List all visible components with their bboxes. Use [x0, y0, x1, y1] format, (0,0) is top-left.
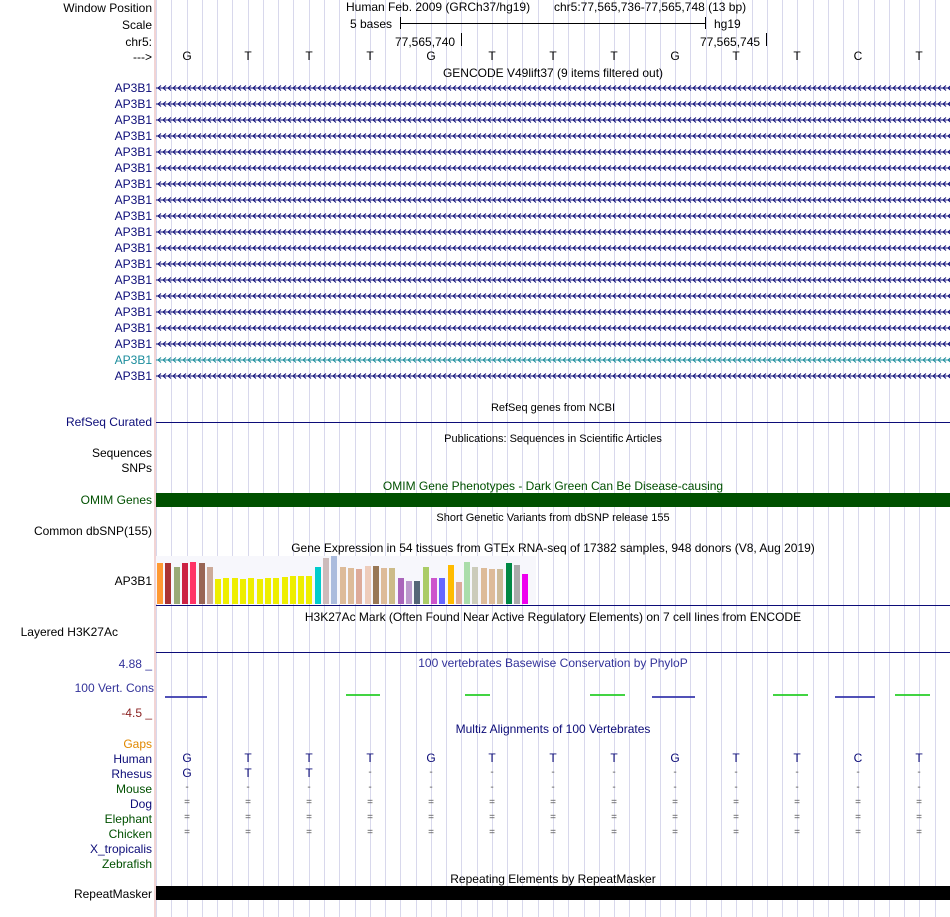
refseq-label[interactable]: RefSeq Curated	[65, 415, 152, 429]
alignment-base: =	[367, 827, 373, 838]
gtex-bar[interactable]	[506, 563, 512, 604]
multiz-gaps-label[interactable]: Gaps	[123, 737, 152, 751]
sequence-base: T	[610, 49, 618, 63]
gtex-bar[interactable]	[389, 568, 395, 604]
gtex-bar[interactable]	[348, 568, 354, 604]
gencode-gene-label[interactable]: AP3B1	[114, 321, 152, 335]
gencode-transcript-line[interactable]	[156, 308, 950, 316]
gencode-gene-label[interactable]: AP3B1	[114, 353, 152, 367]
gencode-gene-label[interactable]: AP3B1	[114, 209, 152, 223]
gencode-gene-label[interactable]: AP3B1	[114, 257, 152, 271]
alignment-base: -	[917, 782, 921, 793]
gtex-bar[interactable]	[165, 563, 171, 604]
gtex-bar[interactable]	[398, 578, 404, 604]
alignment-base: =	[245, 797, 251, 808]
alignment-base: T	[549, 751, 557, 765]
alignment-base: -	[185, 782, 189, 793]
phylop-score-mark[interactable]	[346, 694, 380, 696]
refseq-gene-line[interactable]	[156, 422, 950, 423]
gencode-gene-label[interactable]: AP3B1	[114, 273, 152, 287]
gtex-bar[interactable]	[423, 567, 429, 604]
transcript-strand-arrows	[156, 310, 950, 315]
gencode-gene-label[interactable]: AP3B1	[114, 193, 152, 207]
alignment-base: =	[733, 827, 739, 838]
gencode-gene-label[interactable]: AP3B1	[114, 81, 152, 95]
multiz-species-label[interactable]: Human	[113, 752, 152, 766]
alignment-base: T	[305, 751, 313, 765]
alignment-base: -	[612, 767, 616, 778]
h3k27ac-baseline	[156, 652, 950, 653]
transcript-strand-arrows	[156, 214, 950, 219]
transcript-strand-arrows	[156, 150, 950, 155]
scale-bar-right-tick	[705, 17, 706, 29]
alignment-base: =	[245, 812, 251, 823]
sequence-base: T	[732, 49, 740, 63]
phylop-label[interactable]: 100 Vert. Cons	[74, 681, 154, 695]
gtex-bar[interactable]	[157, 563, 163, 604]
gtex-track-title[interactable]: Gene Expression in 54 tissues from GTEx RNA-seq of 17382 samples, 948 donors (V8, Aug 2019)	[291, 541, 815, 555]
gtex-bar[interactable]	[265, 578, 271, 604]
alignment-base: -	[734, 767, 738, 778]
alignment-base: T	[244, 766, 252, 780]
scale-bar-left-tick	[400, 17, 401, 29]
gencode-transcript-line[interactable]	[156, 356, 950, 364]
alignment-base: =	[916, 812, 922, 823]
gtex-label[interactable]: AP3B1	[114, 574, 152, 588]
position-readout: chr5:77,565,736-77,565,748 (13 bp)	[554, 0, 747, 14]
phylop-track-title[interactable]: 100 vertebrates Basewise Conservation by PhyloP	[418, 656, 688, 670]
alignment-base: G	[182, 751, 192, 765]
transcript-strand-arrows	[156, 358, 950, 363]
gencode-transcript-line[interactable]	[156, 100, 950, 108]
alignment-base: =	[245, 827, 251, 838]
alignment-base: C	[853, 751, 863, 765]
gtex-bar[interactable]	[207, 567, 213, 604]
alignment-base: =	[306, 797, 312, 808]
scale-bar	[400, 23, 706, 24]
transcript-strand-arrows	[156, 342, 950, 347]
alignment-base: -	[246, 782, 250, 793]
alignment-base: =	[855, 797, 861, 808]
h3k27ac-label[interactable]: Layered H3K27Ac	[20, 625, 118, 639]
alignment-base: =	[672, 812, 678, 823]
gtex-plot-area	[156, 556, 536, 604]
multiz-species-label[interactable]: Chicken	[108, 827, 152, 841]
multiz-species-label[interactable]: X_tropicalis	[89, 842, 152, 856]
omim-label[interactable]: OMIM Genes	[80, 493, 152, 507]
gencode-transcript-line[interactable]	[156, 340, 950, 348]
multiz-species-label[interactable]: Dog	[129, 797, 152, 811]
gtex-bar[interactable]	[190, 562, 196, 604]
gencode-gene-label[interactable]: AP3B1	[114, 161, 152, 175]
h3k27ac-track-title[interactable]: H3K27Ac Mark (Often Found Near Active Regulatory Elements) on 7 cell lines from ENCODE	[304, 610, 802, 624]
gencode-gene-label[interactable]: AP3B1	[114, 145, 152, 159]
omim-feature-bar[interactable]	[156, 493, 950, 507]
transcript-strand-arrows	[156, 374, 950, 379]
alignment-base: =	[611, 797, 617, 808]
gtex-bar[interactable]	[340, 567, 346, 604]
sequence-base: T	[305, 49, 313, 63]
alignment-base: -	[307, 782, 311, 793]
gencode-transcript-line[interactable]	[156, 212, 950, 220]
alignment-base: T	[732, 751, 740, 765]
dbsnp-label[interactable]: Common dbSNP(155)	[33, 524, 152, 538]
gencode-gene-label[interactable]: AP3B1	[114, 225, 152, 239]
alignment-base: =	[367, 812, 373, 823]
gencode-transcript-line[interactable]	[156, 132, 950, 140]
alignment-base: =	[367, 797, 373, 808]
gtex-bar[interactable]	[431, 578, 437, 604]
alignment-base: =	[306, 812, 312, 823]
alignment-base: =	[733, 797, 739, 808]
phylop-score-mark[interactable]	[835, 696, 875, 698]
alignment-base: =	[794, 812, 800, 823]
sequence-base: T	[244, 49, 252, 63]
alignment-base: G	[426, 751, 436, 765]
alignment-base: -	[856, 767, 860, 778]
gtex-bar[interactable]	[365, 566, 371, 604]
gtex-bar[interactable]	[439, 578, 445, 604]
phylop-score-mark[interactable]	[465, 694, 490, 696]
gencode-gene-label[interactable]: AP3B1	[114, 129, 152, 143]
gtex-bar[interactable]	[232, 578, 238, 604]
phylop-max-label: 4.88 _	[118, 657, 152, 671]
gencode-track-title[interactable]: GENCODE V49lift37 (9 items filtered out)	[442, 66, 664, 80]
gtex-bar[interactable]	[522, 574, 528, 604]
gtex-bar[interactable]	[464, 562, 470, 604]
publications-label-snps[interactable]: SNPs	[121, 461, 152, 475]
publications-track-title[interactable]: Publications: Sequences in Scientific Articles	[444, 433, 662, 445]
gtex-bar[interactable]	[273, 578, 279, 604]
alignment-base: T	[915, 751, 923, 765]
phylop-score-mark[interactable]	[773, 694, 808, 696]
alignment-base: T	[793, 751, 801, 765]
transcript-strand-arrows	[156, 246, 950, 251]
multiz-species-label[interactable]: Mouse	[115, 782, 152, 796]
gtex-bar[interactable]	[298, 576, 304, 604]
alignment-base: =	[672, 827, 678, 838]
repeatmasker-feature-bar[interactable]	[156, 886, 950, 900]
alignment-base: -	[673, 782, 677, 793]
gencode-gene-label[interactable]: AP3B1	[114, 369, 152, 383]
gtex-bar[interactable]	[282, 577, 288, 604]
alignment-base: -	[429, 782, 433, 793]
gencode-transcript-line[interactable]	[156, 276, 950, 284]
refseq-track-title[interactable]: RefSeq genes from NCBI	[490, 402, 616, 414]
scale-label: Scale	[121, 18, 152, 32]
alignment-base: T	[366, 751, 374, 765]
alignment-base: -	[490, 782, 494, 793]
gtex-bar[interactable]	[315, 567, 321, 604]
alignment-base: =	[489, 827, 495, 838]
gtex-bar[interactable]	[514, 565, 520, 604]
alignment-base: T	[610, 751, 618, 765]
alignment-base: -	[917, 767, 921, 778]
sequence-base: G	[670, 49, 680, 63]
gencode-gene-label[interactable]: AP3B1	[114, 337, 152, 351]
alignment-base: =	[306, 827, 312, 838]
sequence-base: G	[182, 49, 192, 63]
gtex-bar[interactable]	[290, 576, 296, 604]
alignment-base: =	[611, 827, 617, 838]
multiz-species-label[interactable]: Zebrafish	[101, 857, 152, 871]
gtex-bar[interactable]	[481, 568, 487, 604]
transcript-strand-arrows	[156, 86, 950, 91]
transcript-strand-arrows	[156, 118, 950, 123]
sequence-base: T	[793, 49, 801, 63]
gtex-bar[interactable]	[199, 563, 205, 604]
gencode-transcript-line[interactable]	[156, 372, 950, 380]
alignment-base: =	[550, 812, 556, 823]
db-label: hg19	[714, 17, 741, 31]
gtex-bar[interactable]	[448, 565, 454, 604]
sequence-base: T	[915, 49, 923, 63]
alignment-base: =	[489, 797, 495, 808]
gtex-baseline	[156, 605, 950, 606]
alignment-base: =	[855, 827, 861, 838]
alignment-base: =	[733, 812, 739, 823]
alignment-base: -	[795, 782, 799, 793]
gtex-bar[interactable]	[174, 567, 180, 604]
alignment-base: =	[489, 812, 495, 823]
gtex-bar[interactable]	[497, 569, 503, 604]
alignment-base: -	[795, 767, 799, 778]
transcript-strand-arrows	[156, 294, 950, 299]
sequence-base: T	[366, 49, 374, 63]
coord-left-tick	[461, 33, 462, 46]
repeatmasker-label[interactable]: RepeatMasker	[73, 887, 152, 901]
transcript-strand-arrows	[156, 326, 950, 331]
gencode-transcript-line[interactable]	[156, 148, 950, 156]
assembly-name: Human Feb. 2009 (GRCh37/hg19)	[346, 0, 531, 14]
gencode-gene-label[interactable]: AP3B1	[114, 97, 152, 111]
sequence-base: T	[549, 49, 557, 63]
gencode-transcript-line[interactable]	[156, 196, 950, 204]
alignment-base: =	[855, 812, 861, 823]
gtex-bar[interactable]	[182, 563, 188, 604]
alignment-base: =	[428, 812, 434, 823]
gtex-bar[interactable]	[223, 578, 229, 604]
transcript-strand-arrows	[156, 230, 950, 235]
alignment-base: =	[550, 797, 556, 808]
alignment-base: =	[794, 827, 800, 838]
alignment-base: T	[244, 751, 252, 765]
chrom-label: chr5:	[125, 35, 152, 49]
gtex-bar[interactable]	[456, 582, 462, 604]
gtex-bar[interactable]	[489, 569, 495, 604]
gtex-bar[interactable]	[257, 579, 263, 604]
gencode-gene-label[interactable]: AP3B1	[114, 289, 152, 303]
coord-left: 77,565,740	[395, 35, 456, 49]
gtex-bar[interactable]	[323, 558, 329, 604]
alignment-base: G	[182, 766, 192, 780]
gencode-gene-label[interactable]: AP3B1	[114, 241, 152, 255]
alignment-base: -	[673, 767, 677, 778]
gencode-transcript-line[interactable]	[156, 244, 950, 252]
alignment-base: =	[672, 797, 678, 808]
transcript-strand-arrows	[156, 278, 950, 283]
gencode-transcript-line[interactable]	[156, 228, 950, 236]
transcript-strand-arrows	[156, 262, 950, 267]
gtex-bar[interactable]	[356, 569, 362, 604]
multiz-species-label[interactable]: Rhesus	[111, 767, 152, 781]
alignment-base: -	[856, 782, 860, 793]
alignment-base: =	[428, 797, 434, 808]
sequence-base: C	[853, 49, 863, 63]
phylop-min-label: -4.5 _	[121, 706, 152, 720]
gencode-transcript-line[interactable]	[156, 292, 950, 300]
multiz-species-label[interactable]: Elephant	[104, 812, 152, 826]
alignment-base: -	[734, 782, 738, 793]
phylop-score-mark[interactable]	[895, 694, 930, 696]
alignment-base: T	[488, 751, 496, 765]
gencode-transcript-line[interactable]	[156, 116, 950, 124]
gencode-transcript-line[interactable]	[156, 180, 950, 188]
strand-label: --->	[133, 50, 152, 64]
gencode-gene-label[interactable]: AP3B1	[114, 305, 152, 319]
gtex-bar[interactable]	[414, 581, 420, 604]
transcript-strand-arrows	[156, 166, 950, 171]
gtex-bar[interactable]	[472, 567, 478, 604]
phylop-score-mark[interactable]	[652, 696, 695, 698]
alignment-base: =	[550, 827, 556, 838]
phylop-score-mark[interactable]	[165, 696, 207, 698]
alignment-base: =	[184, 827, 190, 838]
alignment-base: G	[670, 751, 680, 765]
repeatmasker-track-title[interactable]: Repeating Elements by RepeatMasker	[450, 872, 656, 886]
gencode-transcript-line[interactable]	[156, 324, 950, 332]
gencode-transcript-line[interactable]	[156, 84, 950, 92]
gtex-bar[interactable]	[248, 578, 254, 604]
gencode-gene-label[interactable]: AP3B1	[114, 177, 152, 191]
alignment-base: =	[428, 827, 434, 838]
alignment-base: =	[184, 812, 190, 823]
omim-track-title[interactable]: OMIM Gene Phenotypes - Dark Green Can Be Disease-causing	[382, 479, 724, 493]
publications-label-sequences[interactable]: Sequences	[91, 446, 152, 460]
alignment-base: T	[305, 766, 313, 780]
alignment-base: =	[794, 797, 800, 808]
alignment-base: -	[368, 767, 372, 778]
alignment-base: =	[184, 797, 190, 808]
coord-right: 77,565,745	[700, 35, 761, 49]
multiz-track-title[interactable]: Multiz Alignments of 100 Vertebrates	[455, 722, 651, 736]
gencode-gene-label[interactable]: AP3B1	[114, 113, 152, 127]
alignment-base: =	[916, 827, 922, 838]
alignment-base: =	[611, 812, 617, 823]
transcript-strand-arrows	[156, 102, 950, 107]
alignment-base: -	[612, 782, 616, 793]
gtex-bar[interactable]	[306, 576, 312, 604]
gtex-bar[interactable]	[240, 579, 246, 604]
gtex-bar[interactable]	[331, 556, 337, 604]
gtex-bar[interactable]	[406, 581, 412, 604]
alignment-base: -	[429, 767, 433, 778]
phylop-score-mark[interactable]	[590, 694, 625, 696]
transcript-strand-arrows	[156, 134, 950, 139]
alignment-base: -	[551, 767, 555, 778]
gencode-transcript-line[interactable]	[156, 260, 950, 268]
sequence-base: T	[488, 49, 496, 63]
scale-text: 5 bases	[350, 17, 393, 31]
gencode-transcript-line[interactable]	[156, 164, 950, 172]
gtex-bar[interactable]	[373, 566, 379, 604]
transcript-strand-arrows	[156, 182, 950, 187]
transcript-strand-arrows	[156, 198, 950, 203]
sequence-base: G	[426, 49, 436, 63]
alignment-base: -	[368, 782, 372, 793]
coord-right-tick	[766, 33, 767, 46]
dbsnp-track-title[interactable]: Short Genetic Variants from dbSNP release 155	[436, 512, 670, 524]
window-position-label: Window Position	[63, 1, 152, 15]
gtex-bar[interactable]	[381, 568, 387, 604]
alignment-base: -	[490, 767, 494, 778]
alignment-base: =	[916, 797, 922, 808]
gtex-bar[interactable]	[215, 579, 221, 604]
alignment-base: -	[551, 782, 555, 793]
